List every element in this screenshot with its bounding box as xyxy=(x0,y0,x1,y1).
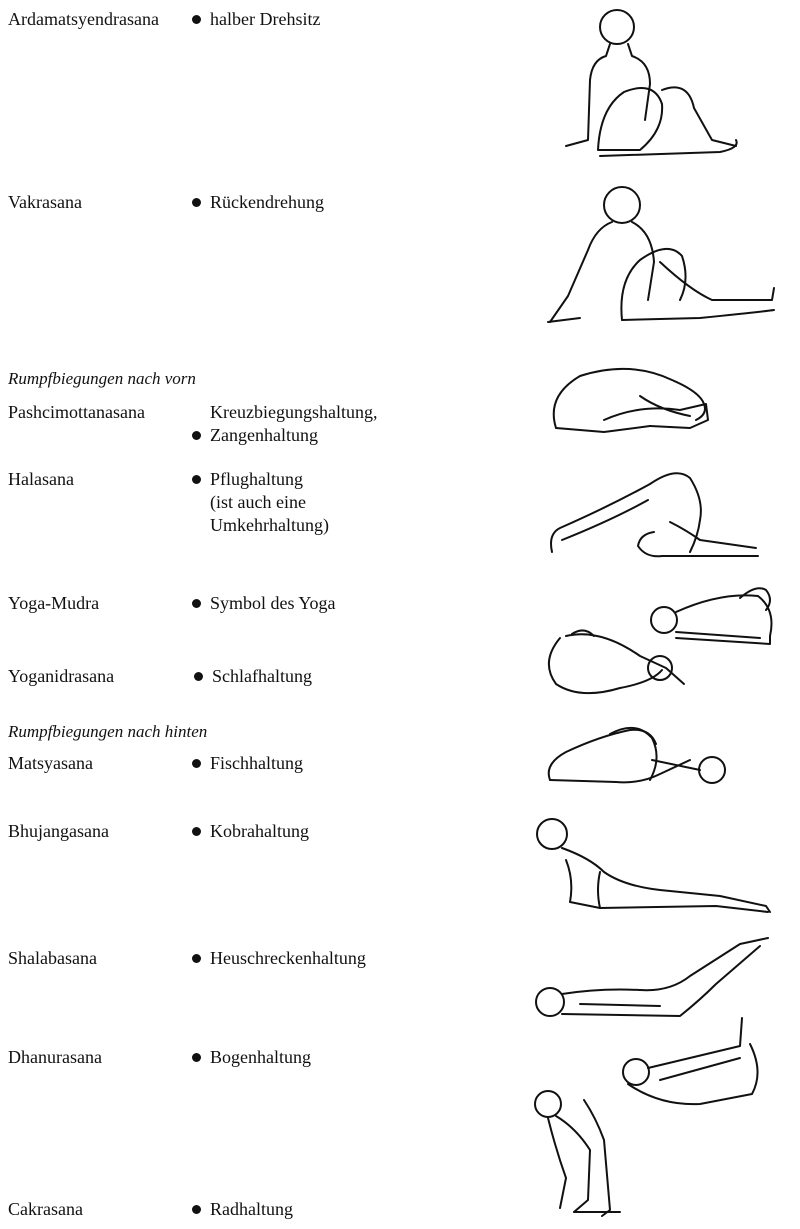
asana-name: Dhanurasana xyxy=(8,1047,102,1067)
asana-name: Vakrasana xyxy=(8,192,82,212)
asana-description: Rückendrehung xyxy=(210,192,324,212)
figure-cobra xyxy=(537,819,770,912)
figure-forward-bend xyxy=(554,369,708,432)
figure-yoganidrasana xyxy=(549,630,684,693)
asana-name: Bhujangasana xyxy=(8,821,109,841)
asana-name: Cakrasana xyxy=(8,1199,83,1219)
asana-description: Kobrahaltung xyxy=(210,821,309,841)
asana-description: Zangenhaltung xyxy=(210,425,318,445)
asana-description: Schlafhaltung xyxy=(212,666,312,686)
figure-yoga-mudra xyxy=(651,588,772,644)
asana-name: Halasana xyxy=(8,469,74,489)
figure-plough xyxy=(551,473,758,556)
section-heading-forward: Rumpfbiegungen nach vorn xyxy=(8,369,196,388)
figure-fish xyxy=(549,728,725,783)
asana-name: Shalabasana xyxy=(8,948,97,968)
asana-description: Symbol des Yoga xyxy=(210,593,336,613)
figure-spinal-twist xyxy=(548,187,774,322)
asana-description: Fischhaltung xyxy=(210,753,303,773)
asana-description: Pflughaltung xyxy=(210,469,303,489)
figure-bow xyxy=(623,1018,758,1104)
asana-description: halber Drehsitz xyxy=(210,9,321,29)
asana-name: Yoga-Mudra xyxy=(8,593,100,613)
asana-description: Umkehrhaltung) xyxy=(210,515,329,535)
figure-locust xyxy=(536,938,768,1016)
asana-name: Yoganidrasana xyxy=(8,666,115,686)
asana-description: Radhaltung xyxy=(210,1199,293,1219)
figure-wheel xyxy=(535,1091,620,1216)
asana-description: Bogenhaltung xyxy=(210,1047,311,1067)
section-heading-backward: Rumpfbiegungen nach hinten xyxy=(8,722,208,741)
asana-description: (ist auch eine xyxy=(210,492,306,512)
asana-description: Heuschreckenhaltung xyxy=(210,948,366,968)
asana-description: Kreuzbiegungshaltung, xyxy=(210,402,378,422)
asana-name: Pashcimottanasana xyxy=(8,402,145,422)
asana-name: Ardamatsyendrasana xyxy=(8,9,159,29)
figure-half-twist xyxy=(566,10,737,156)
asana-name: Matsyasana xyxy=(8,753,93,773)
